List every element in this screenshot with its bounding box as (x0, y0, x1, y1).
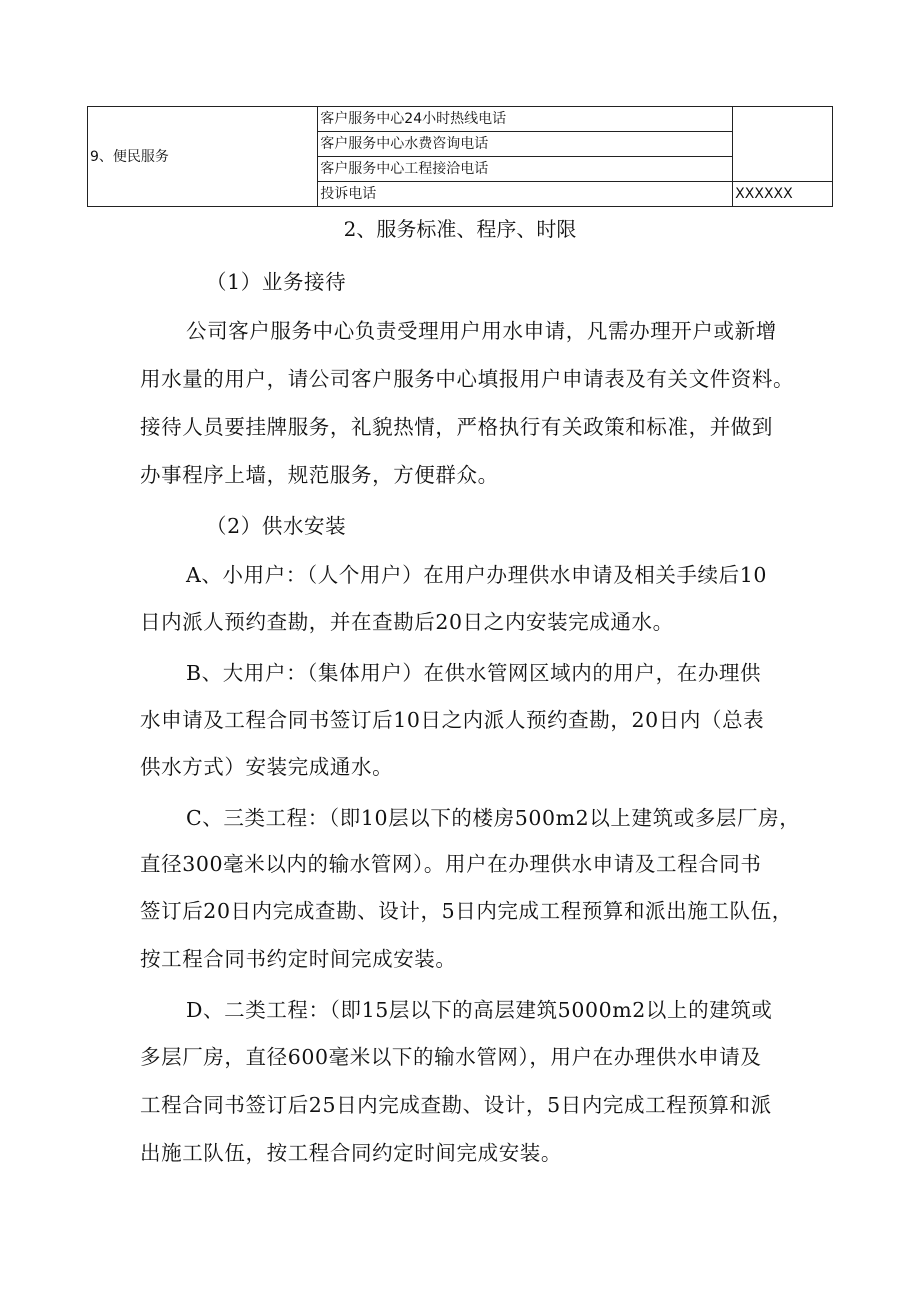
paragraph-line: 办事程序上墙，规范服务，方便群众。 (140, 463, 499, 487)
paragraph-line: 供水方式）安装完成通水。 (140, 755, 394, 779)
service-name: 投诉电话 (320, 186, 377, 202)
paragraph-line: 工程合同书签订后25日内完成查勘、设计，5日内完成工程预算和派 (140, 1093, 772, 1117)
paragraph-line: 公司客户服务中心负责受理用户用水申请，凡需办理开户或新增 (186, 319, 777, 343)
paragraph-line: B、大用户：（集体用户）在供水管网区域内的用户，在办理供 (186, 661, 762, 685)
service-name-cell (318, 107, 733, 132)
convenience-service-table (87, 106, 833, 207)
phone-number-cell (733, 182, 833, 207)
subsection-heading: （2）供水安装 (206, 514, 347, 538)
phone-number-cell (733, 107, 833, 182)
table-row (88, 107, 833, 132)
service-name: 客户服务中心24小时热线电话 (320, 111, 507, 127)
paragraph-line: 按工程合同书约定时间完成安装。 (140, 947, 457, 971)
section-heading: 2、服务标准、程序、时限 (343, 217, 577, 241)
group-label: 9、便民服务 (90, 148, 169, 165)
paragraph-line: A、小用户：（人个用户）在用户办理供水申请及相关手续后10 (186, 563, 768, 587)
subsection-heading: （1）业务接待 (206, 270, 347, 294)
paragraph-line: C、三类工程：（即10层以下的楼房500m2以上建筑或多层厂房， (186, 806, 801, 830)
service-name: 客户服务中心水费咨询电话 (320, 136, 489, 152)
paragraph-line: D、二类工程：（即15层以下的高层建筑5000m2以上的建筑或 (186, 998, 773, 1022)
service-name-cell (318, 182, 733, 207)
paragraph-line: 多层厂房，直径600毫米以下的输水管网），用户在办理供水申请及 (140, 1045, 762, 1069)
paragraph-line: 直径300毫米以内的输水管网）。用户在办理供水申请及工程合同书 (140, 852, 762, 876)
paragraph-line: 接待人员要挂牌服务，礼貌热情，严格执行有关政策和标准，并做到 (140, 415, 773, 439)
paragraph-line: 用水量的用户，请公司客户服务中心填报用户申请表及有关文件资料。 (140, 367, 795, 391)
service-name-cell (318, 157, 733, 182)
paragraph-line: 出施工队伍，按工程合同约定时间完成安装。 (140, 1141, 562, 1165)
group-label-cell (88, 107, 318, 207)
service-name-cell (318, 132, 733, 157)
paragraph-line: 签订后20日内完成查勘、设计，5日内完成工程预算和派出施工队伍， (140, 899, 793, 923)
paragraph-line: 日内派人预约查勘，并在查勘后20日之内安装完成通水。 (140, 610, 674, 634)
service-name: 客户服务中心工程接洽电话 (320, 161, 489, 177)
paragraph-line: 水申请及工程合同书签订后10日之内派人预约查勘，20日内（总表 (140, 708, 765, 732)
phone-number: XXXXXX (735, 186, 793, 202)
